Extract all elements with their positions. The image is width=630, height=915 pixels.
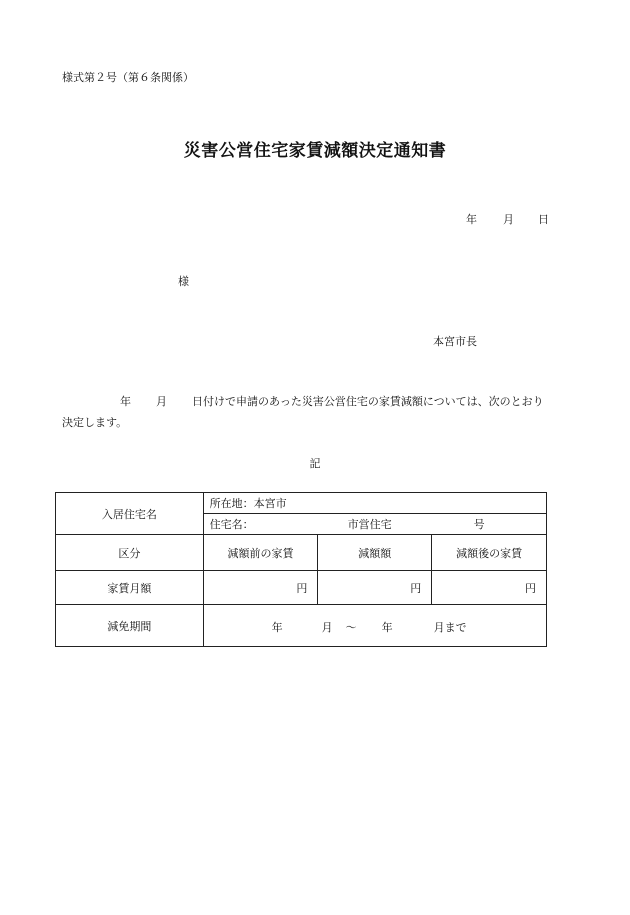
period-month1: 月 — [321, 620, 333, 634]
table-row — [56, 571, 547, 605]
date-month-label: 月 — [503, 213, 514, 226]
housing-name-label: 住宅名： — [209, 518, 254, 531]
body-month-label: 月 — [156, 395, 167, 408]
period-label-cell — [56, 605, 204, 647]
issuer-name: 本宮市長 — [433, 335, 477, 348]
col-amount-header — [318, 535, 432, 571]
category-label: 区分 — [118, 546, 141, 560]
monthly-rent-label: 家賃月額 — [107, 581, 152, 595]
yen-unit: 円 — [410, 581, 422, 595]
period-label: 減免期間 — [107, 619, 152, 633]
date-day-label: 日 — [538, 213, 549, 226]
period-tilde: ～ — [345, 620, 357, 634]
rent-before-cell — [203, 571, 318, 605]
col-before-header — [203, 535, 318, 571]
col-after-header — [432, 535, 547, 571]
document-title: 災害公営住宅家賃減額決定通知書 — [183, 141, 447, 161]
monthly-rent-label-cell — [56, 571, 204, 605]
period-year2: 年 — [381, 620, 393, 634]
table-row — [56, 493, 547, 514]
period-value-cell — [203, 605, 546, 647]
period-year1: 年 — [271, 620, 283, 634]
body-text-line1: 日付けで申請のあった災害公営住宅の家賃減額については、次のとおり — [192, 395, 544, 408]
residence-label: 入居住宅名 — [101, 507, 157, 521]
rent-after-cell — [432, 571, 547, 605]
addressee-honorific: 様 — [178, 275, 189, 288]
location-label: 所在地：本宮市 — [209, 497, 287, 510]
location-cell — [203, 493, 546, 514]
col-amount-label: 減額額 — [358, 546, 392, 560]
period-until: 月まで — [433, 620, 467, 634]
table-row — [56, 605, 547, 647]
col-after-label: 減額後の家賃 — [456, 546, 523, 560]
detail-table — [55, 492, 547, 647]
body-text-line2: 決定します。 — [62, 416, 128, 429]
col-before-label: 減額前の家賃 — [227, 546, 294, 560]
housing-name-cell — [203, 514, 546, 535]
rent-amount-cell — [318, 571, 432, 605]
table-row — [56, 535, 547, 571]
number-suffix-label: 号 — [473, 518, 485, 531]
yen-unit: 円 — [296, 581, 308, 595]
yen-unit: 円 — [525, 581, 536, 595]
city-housing-label: 市営住宅 — [347, 518, 392, 531]
form-number: 様式第２号（第６条関係） — [62, 71, 194, 84]
body-year-label: 年 — [120, 395, 131, 408]
record-label: 記 — [309, 457, 321, 470]
date-year-label: 年 — [466, 213, 477, 226]
category-label-cell — [56, 535, 204, 571]
residence-label-cell — [56, 493, 204, 535]
